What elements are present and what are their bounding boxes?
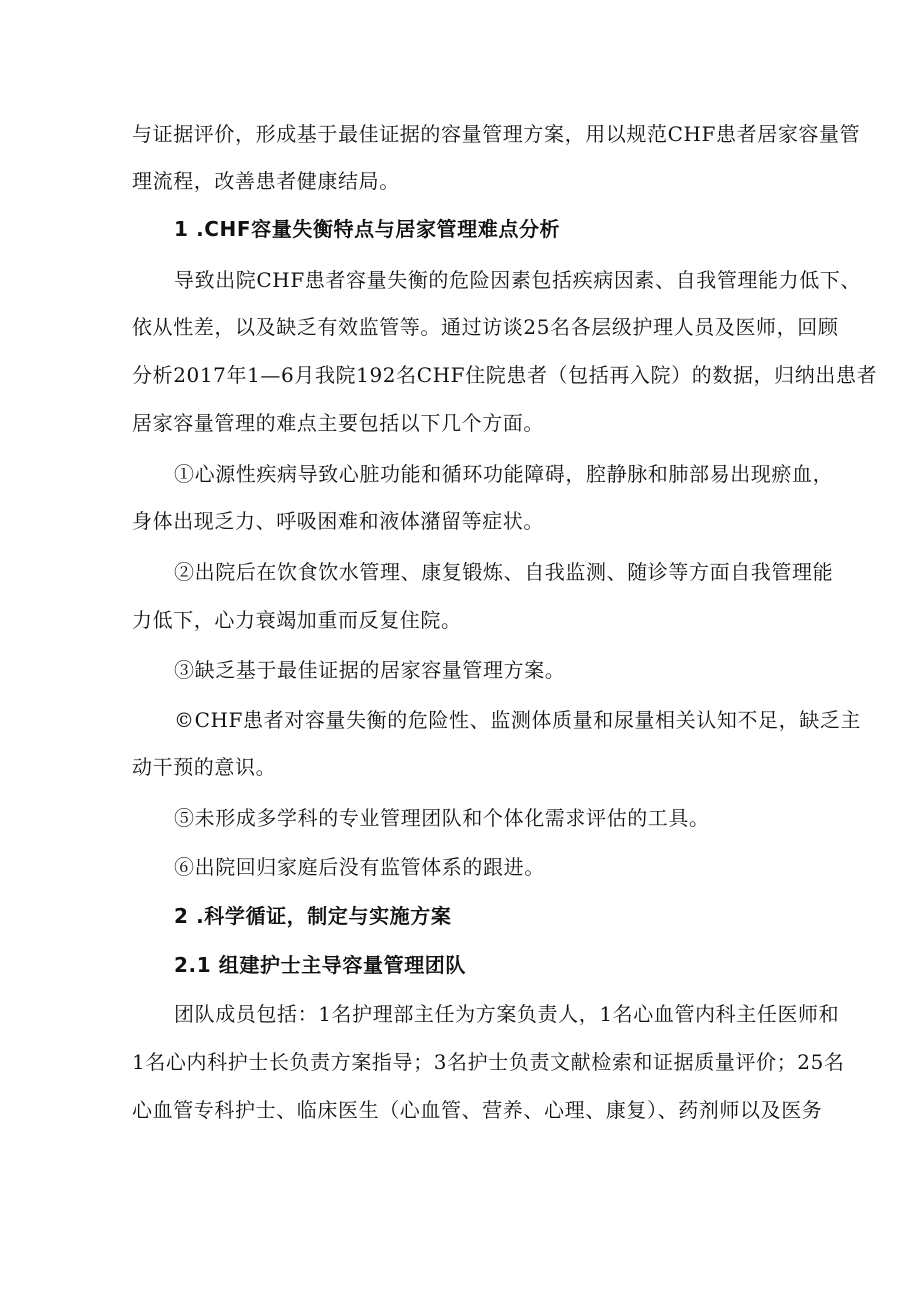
list-item-2-line-2: 力低下，心力衰竭加重而反复住院。 — [132, 608, 462, 632]
paragraph-intro-line-1: 与证据评价，形成基于最佳证据的容量管理方案，用以规范CHF患者居家容量管 — [132, 122, 861, 146]
list-item-4-line-2: 动干预的意识。 — [132, 755, 277, 779]
paragraph-team-line-3: 心血管专科护士、临床医生（心血管、营养、心理、康复）、药剂师以及医务 — [132, 1098, 823, 1122]
list-item-5: ⑤未形成多学科的专业管理团队和个体化需求评估的工具。 — [174, 806, 710, 830]
paragraph-team-line-1: 团队成员包括：1名护理部主任为方案负责人，1名心血管内科主任医师和 — [174, 1002, 840, 1026]
section-heading-2: 2 .科学循证，制定与实施方案 — [174, 904, 452, 928]
list-item-1-line-1: ①心源性疾病导致心脏功能和循环功能障碍，腔静脉和肺部易出现瘀血， — [174, 462, 834, 486]
paragraph-team-line-2: 1名心内科护士长负责方案指导；3名护士负责文献检索和证据质量评价；25名 — [132, 1050, 845, 1074]
paragraph-risk-line-3: 分析2017年1—6月我院192名CHF住院患者（包括再入院）的数据，归纳出患者 — [132, 363, 878, 387]
list-item-2-line-1: ②出院后在饮食饮水管理、康复锻炼、自我监测、随诊等方面自我管理能 — [174, 560, 834, 584]
list-item-3: ③缺乏基于最佳证据的居家容量管理方案。 — [174, 658, 566, 682]
section-heading-1: 1 .CHF容量失衡特点与居家管理难点分析 — [174, 217, 561, 241]
list-item-4-line-1: ©CHF患者对容量失衡的危险性、监测体质量和尿量相关认知不足，缺乏主 — [174, 708, 862, 732]
list-item-6: ⑥出院回归家庭后没有监管体系的跟进。 — [174, 855, 545, 879]
paragraph-intro-line-2: 理流程，改善患者健康结局。 — [132, 169, 400, 193]
paragraph-risk-line-4: 居家容量管理的难点主要包括以下几个方面。 — [132, 411, 544, 435]
subsection-heading-2-1: 2.1 组建护士主导容量管理团队 — [174, 953, 466, 977]
list-item-1-line-2: 身体出现乏力、呼吸困难和液体潴留等症状。 — [132, 509, 544, 533]
paragraph-risk-line-1: 导致出院CHF患者容量失衡的危险因素包括疾病因素、自我管理能力低下、 — [174, 268, 862, 292]
paragraph-risk-line-2: 依从性差，以及缺乏有效监管等。通过访谈25名各层级护理人员及医师，回顾 — [132, 315, 839, 339]
